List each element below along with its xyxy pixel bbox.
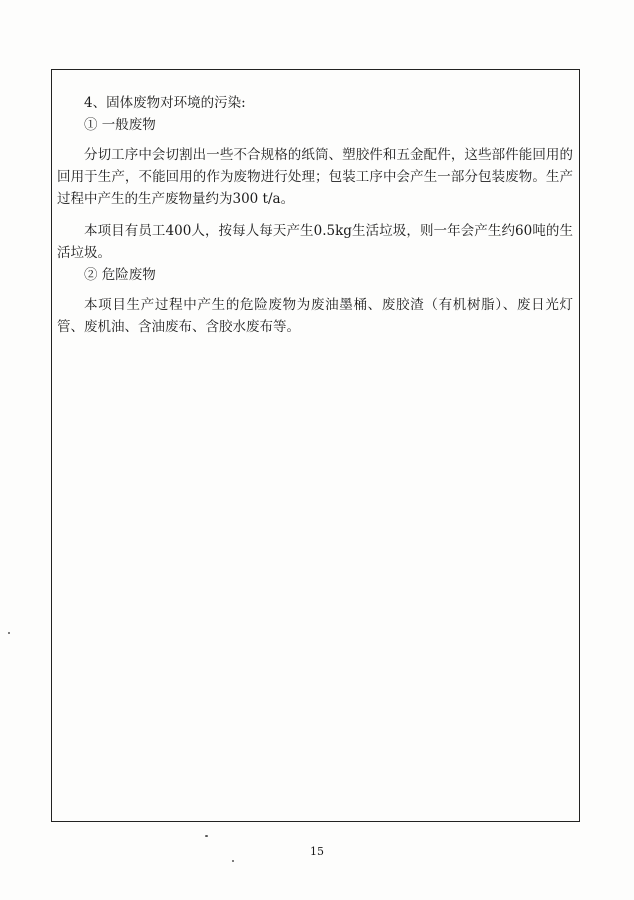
subsection-title-hazardous-waste: ② 危险废物 — [84, 267, 156, 283]
content-body — [57, 92, 573, 338]
scan-speck — [232, 860, 234, 862]
paragraph-general-waste-production: 分切工序中会切割出一些不合规格的纸筒、塑胶件和五金配件，这些部件能回用的回用于生产，不能回用的作为废物进行处理；包装工序中会产生一部分包装废物。生产过程中产生的生产废物量约为300 t/a。 — [57, 147, 573, 207]
scan-speck — [205, 835, 208, 837]
section-heading: 4、固体废物对环境的污染: — [84, 95, 246, 111]
paragraph-hazardous-waste: 本项目生产过程中产生的危险废物为废油墨桶、废胶渣（有机树脂）、废日光灯管、废机油、含油废布、含胶水废布等。 — [57, 297, 573, 335]
subsection-title-general-waste: ① 一般废物 — [84, 117, 156, 133]
scan-speck — [8, 632, 10, 634]
page-number: 15 — [310, 845, 324, 858]
paragraph-domestic-garbage: 本项目有员工400人，按每人每天产生0.5kg生活垃圾，则一年会产生约60吨的生活垃圾。 — [57, 223, 573, 261]
